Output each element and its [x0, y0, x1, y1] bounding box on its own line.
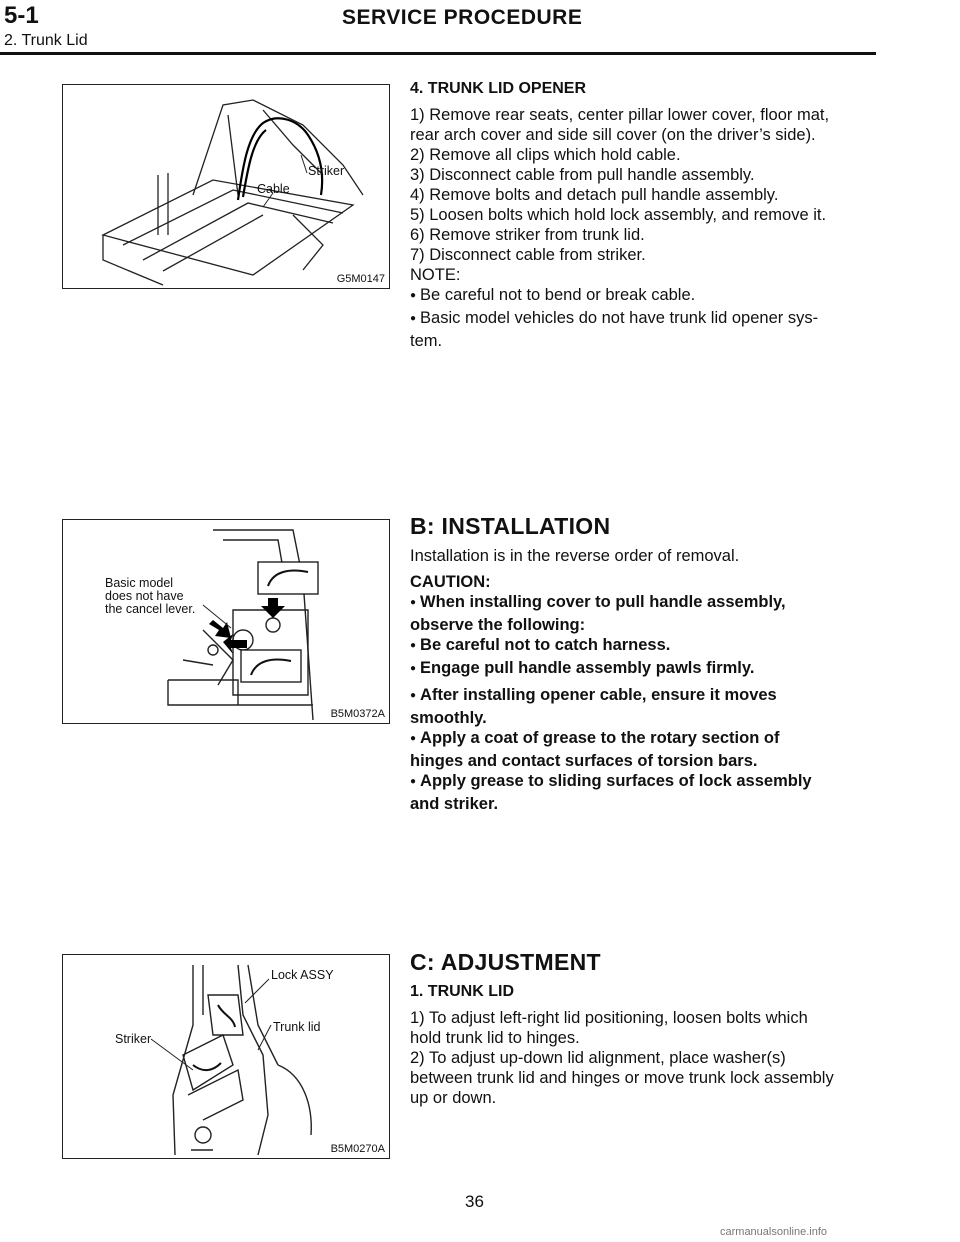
step-line: 1) To adjust left-right lid positioning, loosen bolts which — [410, 1009, 808, 1027]
figure-code: B5M0372A — [330, 708, 385, 720]
section-heading: B: INSTALLATION — [410, 513, 611, 539]
section-heading: 4. TRUNK LID OPENER — [410, 80, 587, 97]
note-item: ● Basic model vehicles do not have trunk lid opener sys- — [410, 308, 878, 331]
page-title: SERVICE PROCEDURE — [342, 6, 583, 29]
watermark: carmanualsonline.info — [720, 1226, 828, 1238]
step-line: between trunk lid and hinges or move trunk lock assembly — [410, 1069, 834, 1087]
step-line: 6) Remove striker from trunk lid. — [410, 226, 645, 244]
header-rule — [0, 52, 876, 55]
callout-basic-model-1: Basic model — [105, 576, 174, 590]
intro-text: Installation is in the reverse order of removal. — [410, 547, 740, 565]
caution-item-cont: observe the following: — [410, 616, 586, 634]
callout-striker: Striker — [115, 1032, 152, 1046]
page-subtitle: 2. Trunk Lid — [4, 32, 88, 49]
callout-basic-model-3: the cancel lever. — [105, 602, 196, 616]
step-line: 3) Disconnect cable from pull handle assembly. — [410, 166, 755, 184]
section-trunk-lid-opener — [410, 79, 878, 351]
step-line: 1) Remove rear seats, center pillar lower cover, floor mat, — [410, 106, 830, 124]
caution-item: ● When installing cover to pull handle assembly, — [410, 592, 878, 615]
step-line: 2) To adjust up-down lid alignment, place washer(s) — [410, 1049, 786, 1067]
step-line: 7) Disconnect cable from striker. — [410, 246, 646, 264]
callout-lock-assy: Lock ASSY — [271, 968, 334, 982]
section-code: 5-1 — [4, 2, 39, 29]
note-item-cont: tem. — [410, 332, 443, 350]
caution-item-cont: smoothly. — [410, 709, 487, 727]
figure-drawing-lock — [63, 520, 389, 723]
figure-installation — [62, 519, 390, 724]
step-line: 5) Loosen bolts which hold lock assembly, and remove it. — [410, 206, 827, 224]
subsection-heading: 1. TRUNK LID — [410, 983, 514, 1000]
step-line: hold trunk lid to hinges. — [410, 1029, 580, 1047]
caution-item: ● Apply grease to sliding surfaces of lock assembly — [410, 771, 878, 794]
step-line: up or down. — [410, 1089, 497, 1107]
callout-trunk-lid: Trunk lid — [273, 1020, 321, 1034]
step-line: 4) Remove bolts and detach pull handle assembly. — [410, 186, 779, 204]
figure-adjustment — [62, 954, 390, 1159]
note-item: ● Be careful not to bend or break cable. — [410, 285, 878, 308]
section-installation — [410, 512, 878, 814]
section-heading: C: ADJUSTMENT — [410, 949, 601, 975]
step-line: 2) Remove all clips which hold cable. — [410, 146, 681, 164]
caution-item-cont: and striker. — [410, 795, 499, 813]
callout-striker: Striker — [308, 164, 345, 178]
caution-label: CAUTION: — [410, 573, 491, 591]
caution-item: ● Engage pull handle assembly pawls firmly. — [410, 658, 878, 681]
section-adjustment — [410, 948, 878, 1108]
caution-item: ● Apply a coat of grease to the rotary section of — [410, 728, 878, 751]
page-number: 36 — [465, 1192, 484, 1211]
note-label: NOTE: — [410, 266, 461, 284]
step-line: rear arch cover and side sill cover (on the driver’s side). — [410, 126, 816, 144]
figure-code: G5M0147 — [336, 273, 385, 285]
caution-item: ● After installing opener cable, ensure it moves — [410, 685, 878, 708]
caution-item-cont: hinges and contact surfaces of torsion bars. — [410, 752, 758, 770]
callout-cable: Cable — [257, 182, 290, 196]
callout-basic-model-2: does not have — [105, 589, 184, 603]
caution-item: ● Be careful not to catch harness. — [410, 635, 878, 658]
figure-drawing-lock-assy — [63, 955, 389, 1158]
figure-trunk-lid-opener — [62, 84, 390, 289]
figure-code: B5M0270A — [330, 1143, 385, 1155]
figure-drawing-cable — [63, 85, 389, 288]
